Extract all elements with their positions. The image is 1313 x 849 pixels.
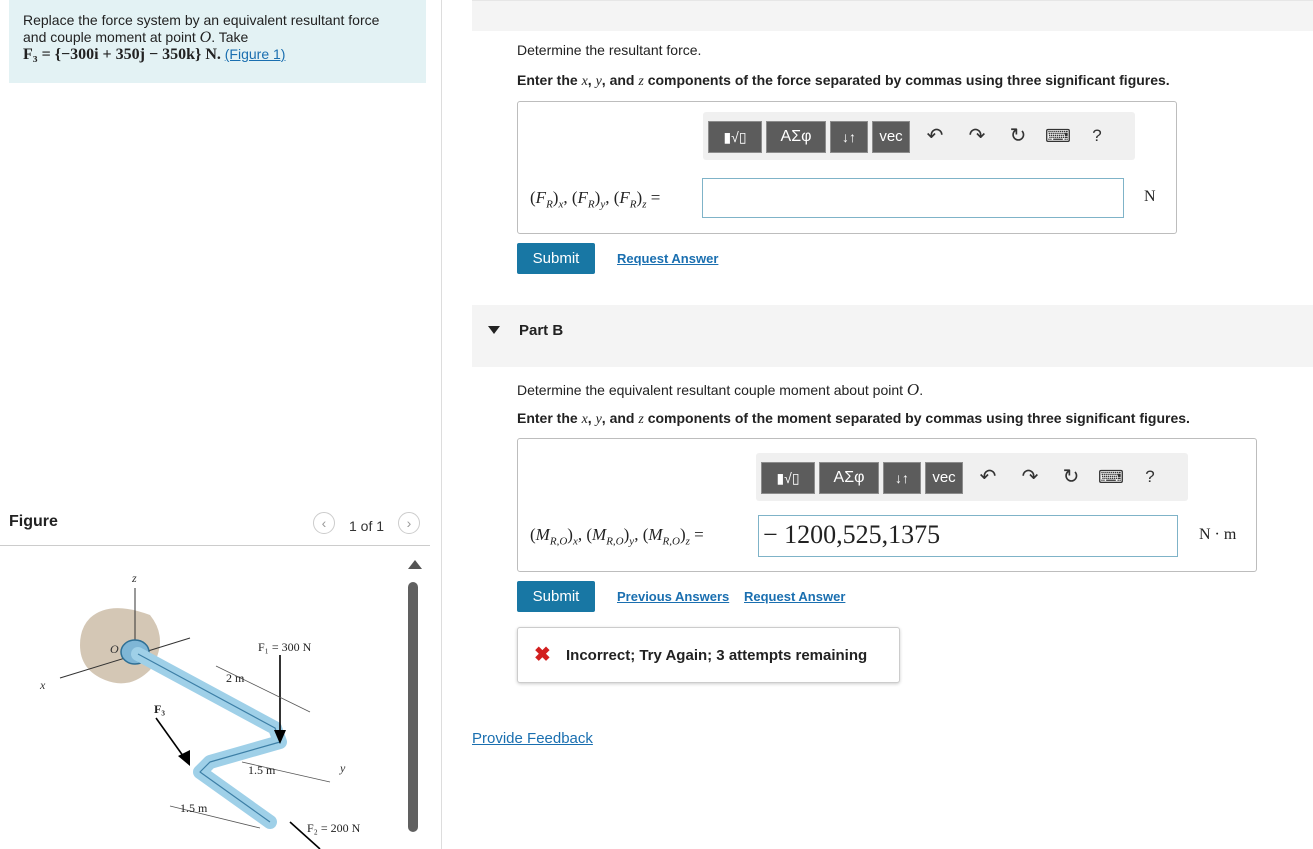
- part-a-header-band: [472, 0, 1313, 31]
- collapse-arrow-icon[interactable]: [488, 326, 500, 334]
- scroll-up-arrow[interactable]: [408, 560, 422, 569]
- f1-label: F₁ = 300 N: [258, 640, 312, 654]
- pipe-outline: [138, 654, 280, 822]
- f3-arrow: [156, 718, 186, 760]
- undo-icon[interactable]: ↶: [926, 125, 944, 147]
- incorrect-icon: ✖: [534, 644, 551, 666]
- z-label: z: [132, 571, 137, 585]
- x-label: x: [40, 678, 46, 692]
- part-a-unit: N: [1144, 188, 1156, 205]
- f2-label: F₂ = 200 N: [307, 821, 361, 835]
- part-a-question: Determine the resultant force.: [517, 42, 702, 58]
- figure-header: [0, 505, 430, 546]
- subscript-superscript-button[interactable]: ↓↑: [883, 462, 921, 494]
- part-b-math-toolbar: [756, 453, 1188, 501]
- part-b-input[interactable]: − 1200,525,1375: [758, 515, 1178, 557]
- keyboard-icon[interactable]: ⌨: [1045, 126, 1071, 146]
- reset-icon[interactable]: ↻: [1062, 466, 1080, 488]
- redo-icon[interactable]: ↷: [968, 125, 986, 147]
- wall-support: [80, 608, 160, 683]
- pipe: [138, 654, 280, 822]
- prev-figure-button[interactable]: ‹: [313, 512, 335, 534]
- problem-line2: [23, 29, 426, 46]
- part-a-submit-button[interactable]: Submit: [517, 243, 595, 274]
- reset-icon[interactable]: ↻: [1009, 125, 1027, 147]
- subscript-superscript-button[interactable]: ↓↑: [830, 121, 868, 153]
- templates-button[interactable]: ▮√▯: [761, 462, 815, 494]
- figure-title: Figure: [9, 513, 58, 530]
- problem-statement: [9, 0, 426, 83]
- greek-symbols-button[interactable]: ΑΣφ: [819, 462, 879, 494]
- figure-counter: 1 of 1: [349, 518, 385, 534]
- left-pane: [0, 0, 436, 849]
- problem-line3: [23, 46, 426, 63]
- part-b-equation-label: $(M_{R,O})_x$, $(M_{R,O})_y$, $(M_{R,O})_z$ =: [530, 525, 704, 548]
- part-b-point: O: [906, 380, 920, 399]
- vec-button[interactable]: vec: [925, 462, 963, 494]
- dim-2m: 2 m: [226, 671, 245, 685]
- O-label: O: [110, 642, 119, 656]
- part-b-question: Determine the equivalent resultant couple moment about point O.: [517, 380, 924, 399]
- provide-feedback-link[interactable]: Provide Feedback: [472, 730, 593, 747]
- undo-icon[interactable]: ↶: [979, 466, 997, 488]
- part-a-math-toolbar: [703, 112, 1135, 160]
- part-b-title[interactable]: Part B: [519, 322, 564, 339]
- problem-line2-suffix: . Take: [211, 29, 249, 45]
- help-icon[interactable]: ?: [1092, 126, 1102, 145]
- keyboard-icon[interactable]: ⌨: [1098, 467, 1124, 487]
- part-b-answer-box: [517, 438, 1257, 572]
- f3-label: F₃: [154, 702, 165, 716]
- scroll-thumb[interactable]: [408, 582, 418, 832]
- part-a-request-answer-link[interactable]: Request Answer: [617, 251, 719, 266]
- problem-line2-text: and couple moment at point: [23, 29, 196, 45]
- part-b-header[interactable]: [472, 305, 1313, 367]
- figure-scrollbar[interactable]: [406, 560, 420, 849]
- templates-button[interactable]: ▮√▯: [708, 121, 762, 153]
- previous-answers-link[interactable]: Previous Answers: [617, 589, 730, 604]
- pipe-figure: [20, 560, 410, 849]
- part-a-input[interactable]: [702, 178, 1124, 218]
- force-equation: F₃ = {−300i + 350j − 350k} N.: [23, 46, 221, 63]
- part-a-answer-box: [517, 101, 1177, 234]
- next-figure-button[interactable]: ›: [398, 512, 420, 534]
- feedback-message: [517, 627, 900, 683]
- feedback-text: Incorrect; Try Again; 3 attempts remaining: [566, 647, 868, 664]
- redo-icon[interactable]: ↷: [1021, 466, 1039, 488]
- problem-line1: Replace the force system by an equivalent resultant force: [23, 12, 380, 28]
- dim-1-5m-a: 1.5 m: [248, 763, 276, 777]
- greek-symbols-button[interactable]: ΑΣφ: [766, 121, 826, 153]
- part-b-unit: N · m: [1199, 526, 1237, 543]
- point-label: O: [199, 29, 212, 46]
- y-label: y: [340, 761, 346, 775]
- dim-1-5m-b: 1.5 m: [180, 801, 208, 815]
- help-icon[interactable]: ?: [1145, 467, 1155, 486]
- part-a-equation-label: $(F_R)_x$, $(F_R)_y$, $(F_R)_z$ =: [530, 188, 661, 211]
- part-b-request-answer-link[interactable]: Request Answer: [744, 589, 846, 604]
- pane-divider[interactable]: [441, 0, 442, 849]
- figure-link[interactable]: (Figure 1): [224, 46, 286, 62]
- vec-button[interactable]: vec: [872, 121, 910, 153]
- part-b-question-text: Determine the equivalent resultant couple moment about point: [517, 382, 904, 398]
- part-b-instruction: Enter the x, y, and z components of the moment separated by commas using three significant figures.: [517, 410, 1190, 427]
- part-a-instruction: Enter the x, y, and z components of the force separated by commas using three significant figures.: [517, 72, 1170, 89]
- part-b-submit-button[interactable]: Submit: [517, 581, 595, 612]
